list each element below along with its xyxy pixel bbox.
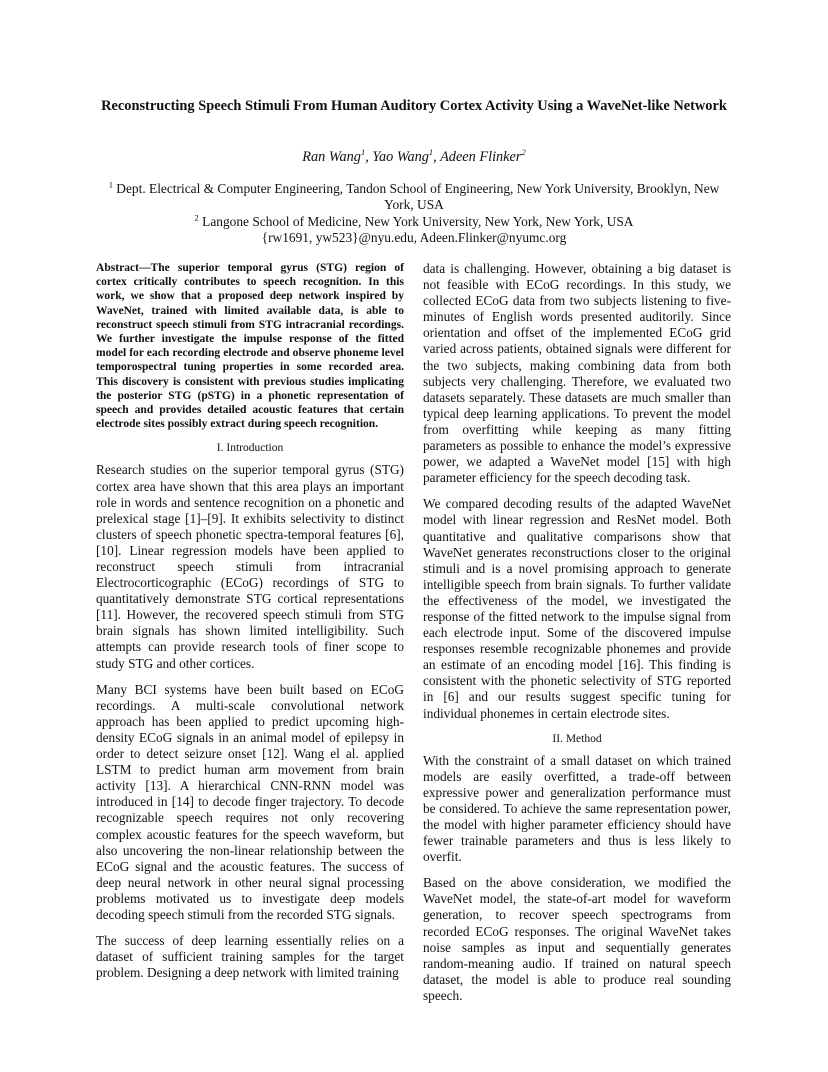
- paragraph: Research studies on the superior temporal gyrus (STG) cortex area have shown that this area plays an important role in words and sentence recognition on a phonetic and prelexical stage [1]–[9]. It exhibits selectivity to distinct clusters of speech phonetic spectra-temporal features [6], [10]. Linear regression models have been applied to reconstruct speech stimuli from intracranial Electrocorticographic (ECoG) recordings of STG to quantitatively demonstrate STG cortical representations [11]. However, the recovered speech stimuli from STG brain signals has shown limited intelligibility. Such attempts can provide research tools of finer scope to study STG and other cortices.: [96, 462, 404, 671]
- author-separator: ,: [433, 149, 441, 165]
- affiliation-mark: 1: [108, 179, 113, 190]
- author-affiliation-mark: 1: [428, 147, 434, 158]
- paragraph: data is challenging. However, obtaining a big dataset is not feasible with ECoG recordings. In this study, we collected ECoG data from two subjects listening to five-minutes of English words presented auditorily. Since orientation and offset of the implemented ECoG grid varied across patients, obtained signals were different for the two subjects, making combining data from both subjects very challenging. Therefore, we evaluated two datasets separately. These datasets are much smaller than typical deep learning applications. To prevent the model from overfitting while keeping as many fitting parameters as possible to enhance the model’s expressive power, we adapted a WaveNet model [15] with high parameter efficiency for the speech decoding task.: [423, 261, 731, 486]
- paragraph: Many BCI systems have been built based on ECoG recordings. A multi-scale convolutional network approach has been applied to predict upcoming high-density ECoG signals in an animal model of epilepsy in order to detect seizure onset [12]. Wang el al. applied LSTM to predict human arm movement from brain activity [13]. A hierarchical CNN-RNN model was introduced in [14] to decode finger trajectory. To decode recognizable speech requires not only recovering complex acoustic features for the speech waveform, but also uncovering the non-linear relationship between the ECoG signal and the acoustic features. The success of deep neural network in other neural signal processing problems motivated us to investigate deep models decoding speech stimuli from the recorded STG signals.: [96, 681, 404, 922]
- author-name: Adeen Flinker: [440, 149, 522, 165]
- author-emails: {rw1691, yw523}@nyu.edu, Adeen.Flinker@nyumc.org: [261, 230, 567, 246]
- paragraph: Based on the above consideration, we modified the WaveNet model, the state-of-art model for waveform generation, to recover speech spectrograms from recorded ECoG responses. The original WaveNet takes noise samples as input and sequentially generates random-meaning audio. If trained on natural speech dataset, the model is able to produce real sounding speech.: [423, 875, 731, 1003]
- paper-title: Reconstructing Speech Stimuli From Human Auditory Cortex Activity Using a WaveNet-like Network: [101, 98, 727, 114]
- author-affiliation-mark: 2: [521, 147, 526, 158]
- section-heading-method: II. Method: [552, 732, 602, 745]
- section-heading-introduction: I. Introduction: [216, 442, 284, 455]
- affiliation-2: [96, 214, 732, 230]
- affiliation-mark: 2: [194, 212, 199, 223]
- author-name: Yao Wang: [372, 149, 429, 165]
- author-affiliation-mark: 1: [360, 147, 366, 158]
- author-separator: ,: [365, 149, 373, 165]
- paragraph: We compared decoding results of the adapted WaveNet model with linear regression and ResNet model. Both quantitative and qualitative comparisons show that WaveNet generates reconstructions closer to the original stimuli and is a novel promising approach to generate intelligible speech from brain signals. To further validate the effectiveness of the model, we investigated the response of the fitted network to the impulse signal from each electrode input. Some of the discovered impulse responses resemble recognizable phonemes and provide an estimate of an encoding model [16]. This finding is consistent with the phonetic selectivity of STG reported in [6] and our results suggest specific tuning for individual phonemes in certain electrode sites.: [423, 496, 731, 721]
- abstract: Abstract—The superior temporal gyrus (STG) region of cortex critically contributes to speech recognition. In this work, we show that a proposed deep network inspired by WaveNet, trained with limited available data, is able to reconstruct speech stimuli from STG intracranial recordings. We further investigate the impulse response of the fitted model for each recording electrode and observe phoneme level temporospectral tuning properties in some recorded area. This discovery is consistent with previous studies implicating the posterior STG (pSTG) in a phonetic representation of speech and provides detailed acoustic features that certain electrode sites possibly extract during speech recognition.: [96, 262, 404, 431]
- affiliation-text: Dept. Electrical & Computer Engineering, Tandon School of Engineering, New York University, Brooklyn, New York, USA: [116, 181, 720, 213]
- author-name: Ran Wang: [302, 149, 361, 165]
- affiliation-1: [96, 181, 732, 214]
- paragraph: The success of deep learning essentially relies on a dataset of sufficient training samples for the target problem. Designing a deep network with limited training: [96, 933, 404, 981]
- right-column: [423, 261, 731, 1014]
- affiliations: [96, 181, 732, 247]
- left-column: [96, 261, 404, 991]
- author-list: [96, 148, 732, 166]
- paragraph: With the constraint of a small dataset on which trained models are easily overfitted, a trade-off between expressive power and generalization performance must be considered. To achieve the same representation power, the model with higher parameter efficiency should have fewer trainable parameters and thus is less likely to overfit.: [423, 752, 731, 865]
- affiliation-text: Langone School of Medicine, New York University, New York, New York, USA: [202, 213, 634, 229]
